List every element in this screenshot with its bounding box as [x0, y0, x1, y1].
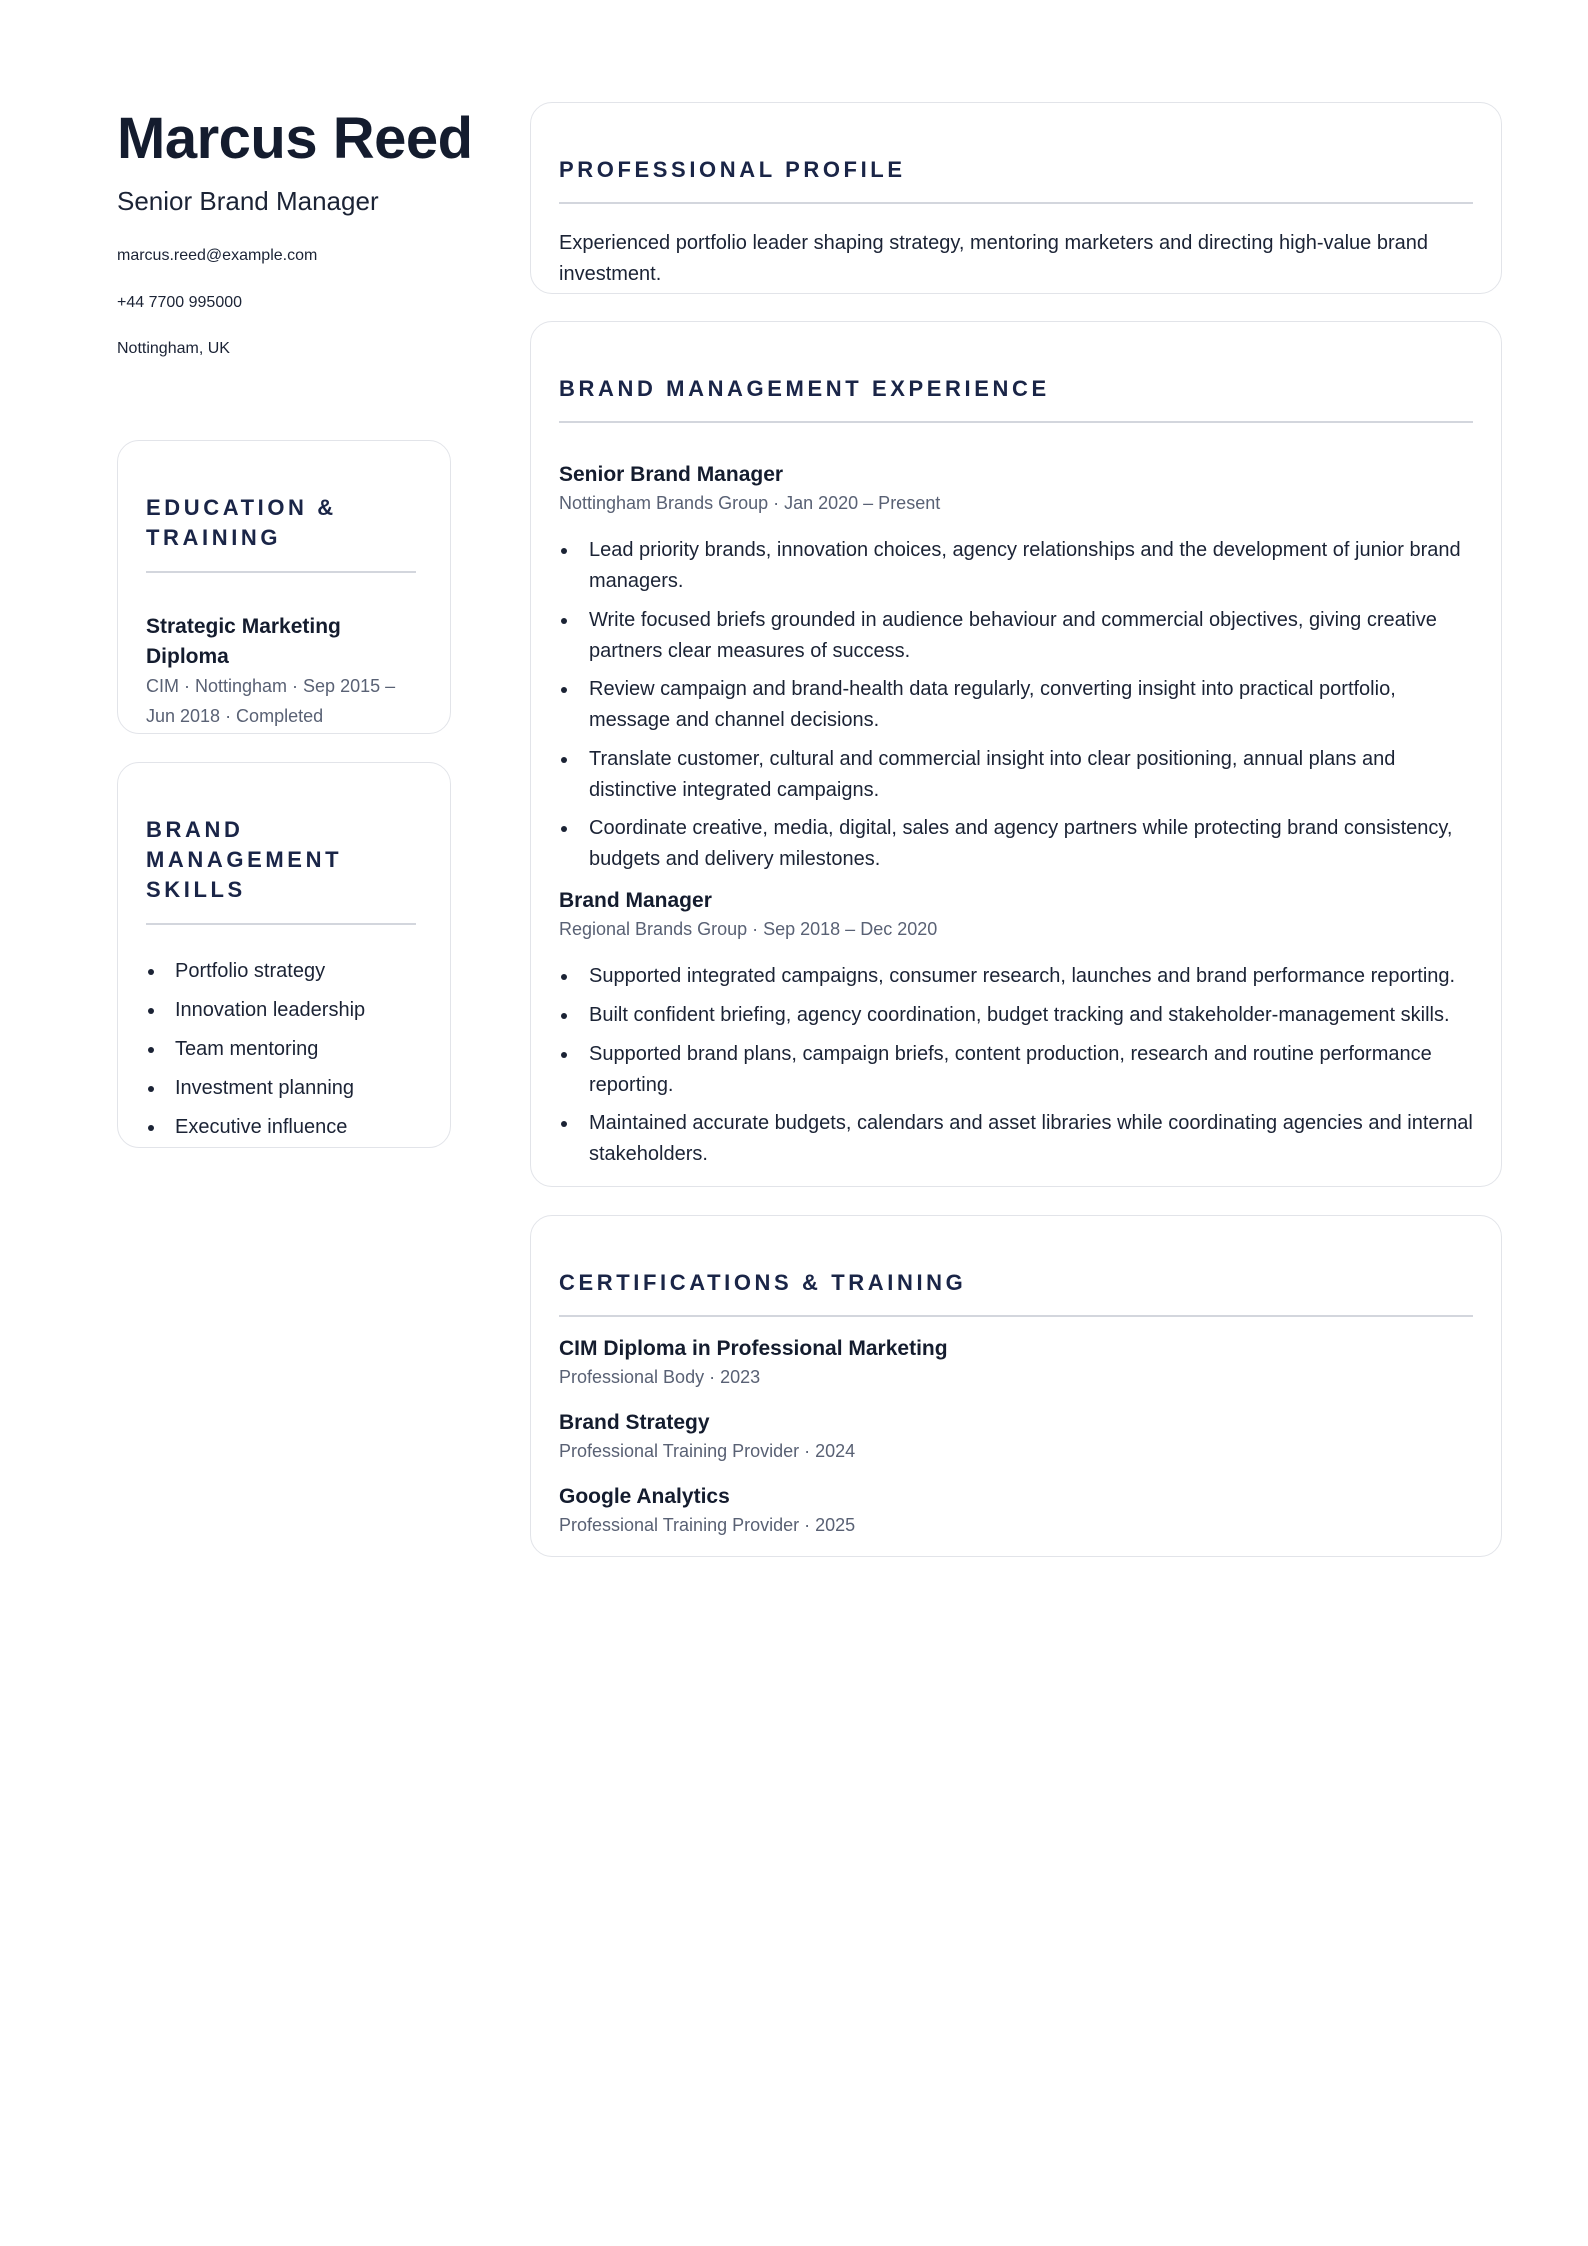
skill-item: Executive influence [146, 1108, 416, 1147]
education-item [146, 612, 416, 731]
section-heading-skills: BRAND MANAGEMENT SKILLS [146, 817, 343, 902]
candidate-name: Marcus Reed [117, 106, 473, 171]
skill-item: Innovation leadership [146, 991, 416, 1030]
job-bullet: Write focused briefs grounded in audience behaviour and commercial objectives, giving creative partners clear measures of success. [559, 605, 1473, 667]
cert-title: Google Analytics [559, 1485, 730, 1508]
cert-meta: Professional Body · 2023 [559, 1367, 761, 1387]
job-bullet: Translate customer, cultural and commercial insight into clear positioning, annual plans and distinctive integrated campaigns. [559, 744, 1473, 806]
job-entry [559, 887, 1473, 1170]
experience-card [530, 321, 1502, 1187]
section-heading-profile: PROFESSIONAL PROFILE [559, 157, 906, 182]
education-title: Strategic Marketing Diploma [146, 615, 341, 668]
job-bullet: Supported brand plans, campaign briefs, content production, research and routine performance reporting. [559, 1039, 1473, 1101]
profile-summary: Experienced portfolio leader shaping strategy, mentoring marketers and directing high-value brand investment. [559, 232, 1429, 285]
cert-meta: Professional Training Provider · 2025 [559, 1515, 856, 1535]
cert-item [559, 1335, 1473, 1391]
skill-item: Investment planning [146, 1069, 416, 1108]
job-title: Senior Brand Manager [559, 463, 784, 486]
job-bullet: Lead priority brands, innovation choices, agency relationships and the development of junior brand managers. [559, 535, 1473, 597]
section-heading-education: EDUCATION & TRAINING [146, 495, 337, 550]
cert-item [559, 1483, 1473, 1539]
education-meta: CIM · Nottingham · Sep 2015 – Jun 2018 · Completed [146, 676, 396, 726]
skills-card [117, 762, 451, 1148]
job-bullets [559, 535, 1473, 875]
contact-email[interactable]: marcus.reed@example.com [117, 247, 318, 264]
cert-title: CIM Diploma in Professional Marketing [559, 1337, 948, 1360]
education-card [117, 440, 451, 734]
section-heading-experience: BRAND MANAGEMENT EXPERIENCE [559, 376, 1050, 401]
cert-item [559, 1409, 1473, 1465]
job-entry [559, 461, 1473, 875]
section-heading-certifications: CERTIFICATIONS & TRAINING [559, 1270, 967, 1295]
skill-item: Portfolio strategy [146, 952, 416, 991]
skill-item: Team mentoring [146, 1030, 416, 1069]
section-divider [559, 202, 1473, 204]
certifications-card [530, 1215, 1502, 1557]
job-bullet: Built confident briefing, agency coordination, budget tracking and stakeholder-management skills. [559, 1000, 1473, 1031]
contact-location: Nottingham, UK [117, 340, 230, 357]
job-headline: Senior Brand Manager [117, 186, 379, 216]
skills-list [146, 952, 416, 1147]
job-bullet: Coordinate creative, media, digital, sales and agency partners while protecting brand consistency, budgets and delivery milestones. [559, 813, 1473, 875]
job-bullets [559, 961, 1473, 1170]
section-divider [146, 923, 416, 925]
section-divider [559, 1315, 1473, 1317]
profile-card [530, 102, 1502, 294]
job-title: Brand Manager [559, 889, 712, 913]
job-meta: Nottingham Brands Group · Jan 2020 – Present [559, 493, 941, 513]
job-bullet: Supported integrated campaigns, consumer research, launches and brand performance reporting. [559, 961, 1473, 992]
job-bullet: Review campaign and brand-health data regularly, converting insight into practical portfolio, message and channel decisions. [559, 674, 1473, 736]
section-divider [146, 571, 416, 573]
job-bullet: Maintained accurate budgets, calendars and asset libraries while coordinating agencies and internal stakeholders. [559, 1108, 1473, 1170]
cert-title: Brand Strategy [559, 1411, 710, 1434]
contact-phone[interactable]: +44 7700 995000 [117, 294, 243, 311]
job-meta: Regional Brands Group · Sep 2018 – Dec 2020 [559, 919, 938, 940]
section-divider [559, 421, 1473, 423]
cert-meta: Professional Training Provider · 2024 [559, 1441, 856, 1461]
